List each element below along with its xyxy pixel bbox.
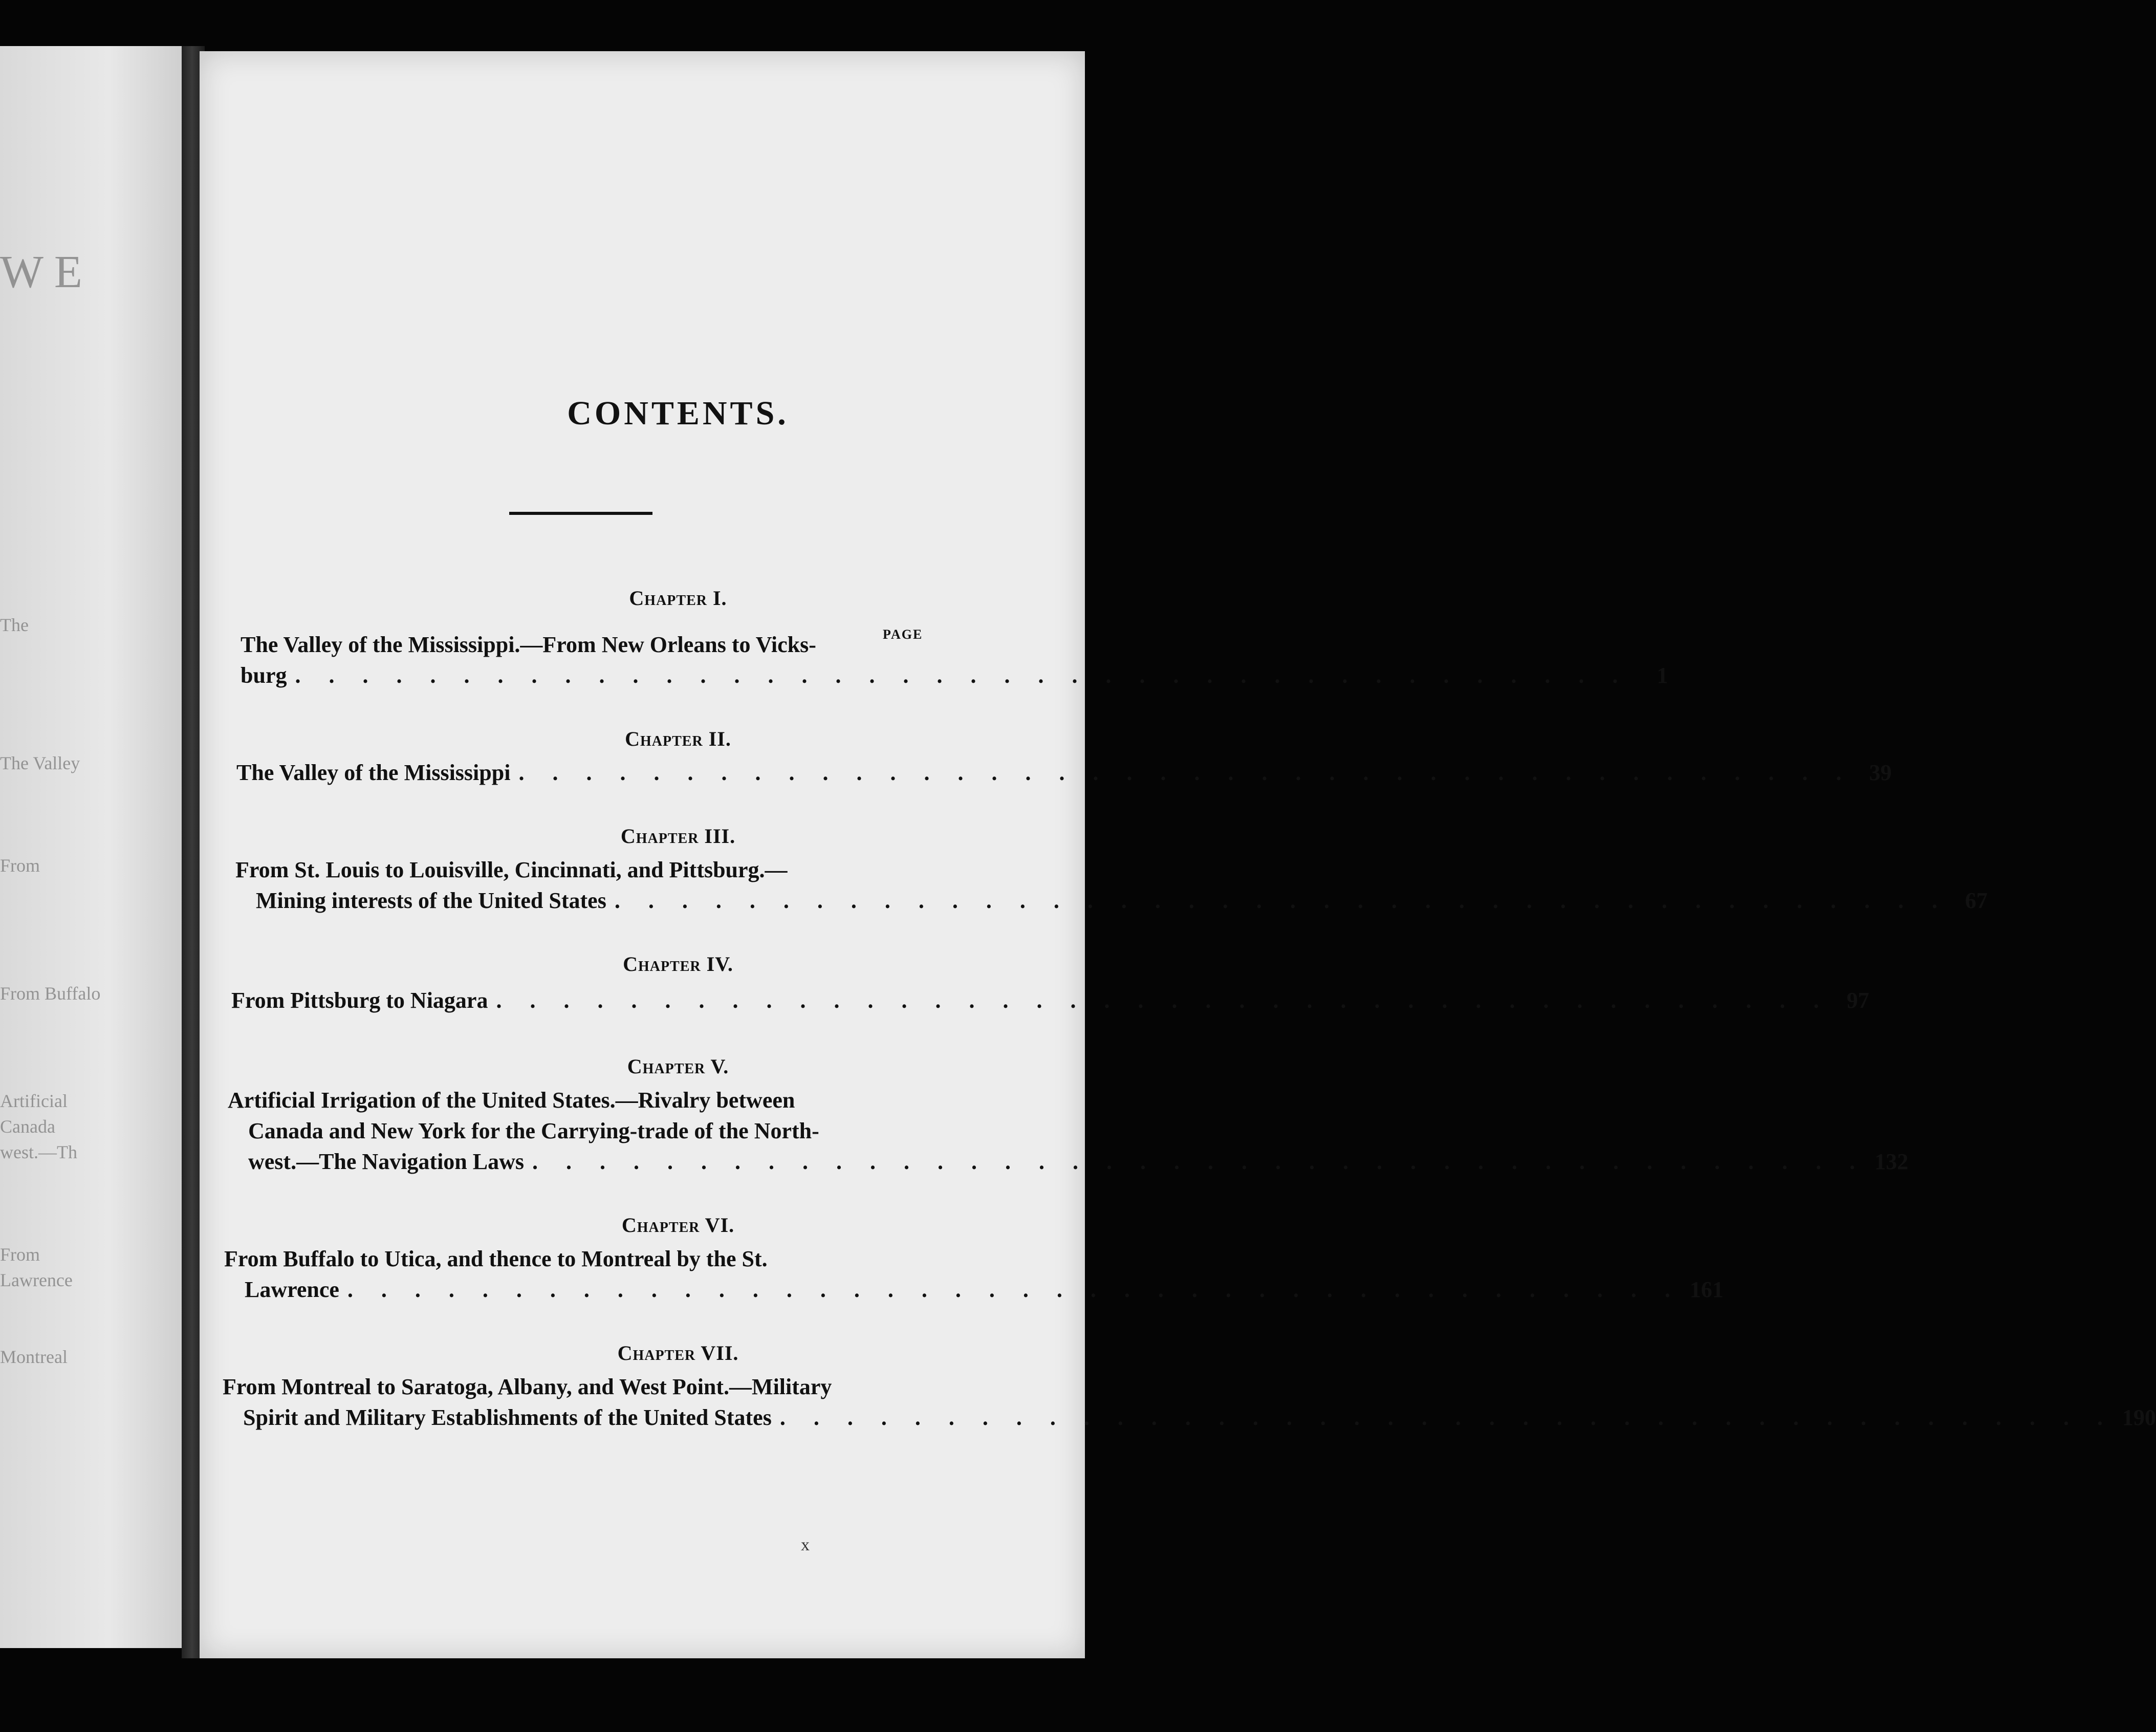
toc-entry-text: Lawrence <box>245 1277 339 1302</box>
toc-entry-text: The Valley of the Mississippi <box>236 760 511 785</box>
chapter-heading: Chapter II. <box>625 727 731 750</box>
dot-leader: . . . . . . . . . . . . . . . . . . . . . . . . . . . . . . . . . . . . . . . . <box>532 1149 1867 1174</box>
chapter-heading: Chapter VI. <box>621 1214 735 1237</box>
toc-entry <box>236 757 1892 788</box>
toc-entry-text: Canada and New York for the Carrying-trade of the North- <box>248 1118 819 1143</box>
toc-entry-row <box>224 1274 1724 1305</box>
toc-entry-row <box>235 885 1988 916</box>
dot-leader: . . . . . . . . . . . . . . . . . . . . . . . . . . . . . . . . . . . . . . . . <box>347 1277 1682 1302</box>
chapter-heading: Chapter III. <box>620 825 736 848</box>
facing-page <box>0 46 182 1648</box>
toc-entry <box>241 630 1668 691</box>
facing-page-text: From <box>0 855 40 876</box>
toc-entry-text: Spirit and Military Establishments of the United States <box>243 1405 772 1430</box>
toc-entry-row <box>223 1402 2156 1433</box>
toc-entry-text: The Valley of the Mississippi.—From New Orleans to Vicks- <box>241 632 816 657</box>
facing-page-text: The Valley <box>0 753 80 773</box>
facing-page-text: Montreal <box>0 1347 68 1367</box>
chapter-heading: Chapter VII. <box>617 1341 739 1365</box>
page-number: 1 <box>1657 663 1668 688</box>
chapter-heading: Chapter V. <box>627 1055 729 1078</box>
facing-page-text: From <box>0 1244 40 1265</box>
toc-entry-text: From St. Louis to Louisville, Cincinnati, and Pittsburg.— <box>235 857 788 882</box>
toc-entry <box>235 855 1988 916</box>
toc-entry <box>228 1085 1909 1177</box>
contents-page <box>200 51 2156 1658</box>
facing-page-text: Artificial <box>0 1091 68 1111</box>
toc-entry-text: From Montreal to Saratoga, Albany, and West Point.—Military <box>223 1374 832 1399</box>
dot-leader: . . . . . . . . . . . . . . . . . . . . . . . . . . . . . . . . . . . . . . . . <box>614 888 1949 913</box>
page-number: 39 <box>1869 760 1892 785</box>
facing-page-text: west.—Th <box>0 1142 77 1162</box>
facing-page-text: Canada <box>0 1116 55 1137</box>
facing-page-text: Lawrence <box>0 1270 73 1290</box>
toc-entry-row <box>228 1146 1909 1177</box>
dot-leader: . . . . . . . . . . . . . . . . . . . . . . . . . . . . . . . . . . . . . . . . <box>295 663 1629 688</box>
toc-entry <box>223 1372 2156 1433</box>
dot-leader: . . . . . . . . . . . . . . . . . . . . . . . . . . . . . . . . . . . . . . . . <box>518 760 1853 785</box>
toc-entry-text: Artificial Irrigation of the United States.—Rivalry between <box>228 1088 795 1113</box>
page-column-label: PAGE <box>883 627 923 642</box>
page-number: 97 <box>1846 988 1869 1013</box>
toc-entry-text: From Pittsburg to Niagara <box>231 988 488 1013</box>
toc-entry <box>231 985 1869 1016</box>
page-number: 132 <box>1875 1149 1909 1174</box>
toc-entry-text: From Buffalo to Utica, and thence to Montreal by the St. <box>224 1246 768 1271</box>
dot-leader: . . . . . . . . . . . . . . . . . . . . . . . . . . . . . . . . . . . . . . . . <box>496 988 1831 1013</box>
page-number: 161 <box>1689 1277 1724 1302</box>
page-mark: x <box>801 1535 810 1554</box>
toc-entry-row <box>231 985 1869 1016</box>
facing-page-text: From Buffalo <box>0 983 101 1004</box>
facing-page-text: W E <box>0 247 82 297</box>
facing-page-text: The <box>0 615 29 635</box>
toc-entry-row <box>236 757 1892 788</box>
toc-entry-text: west.—The Navigation Laws <box>248 1149 525 1174</box>
page-number: 67 <box>1965 888 1988 913</box>
chapter-heading: Chapter IV. <box>623 952 733 976</box>
page-number: 190 <box>2122 1405 2156 1430</box>
toc-entry-text: Mining interests of the United States <box>256 888 606 913</box>
title-rule <box>509 512 652 515</box>
toc-entry-text: burg <box>241 663 287 688</box>
toc-entry <box>224 1244 1724 1305</box>
toc-entry-row <box>241 660 1668 691</box>
dot-leader: . . . . . . . . . . . . . . . . . . . . . . . . . . . . . . . . . . . . . . . . <box>779 1405 2114 1430</box>
page-title: CONTENTS. <box>567 395 789 432</box>
chapter-heading: Chapter I. <box>629 587 727 610</box>
